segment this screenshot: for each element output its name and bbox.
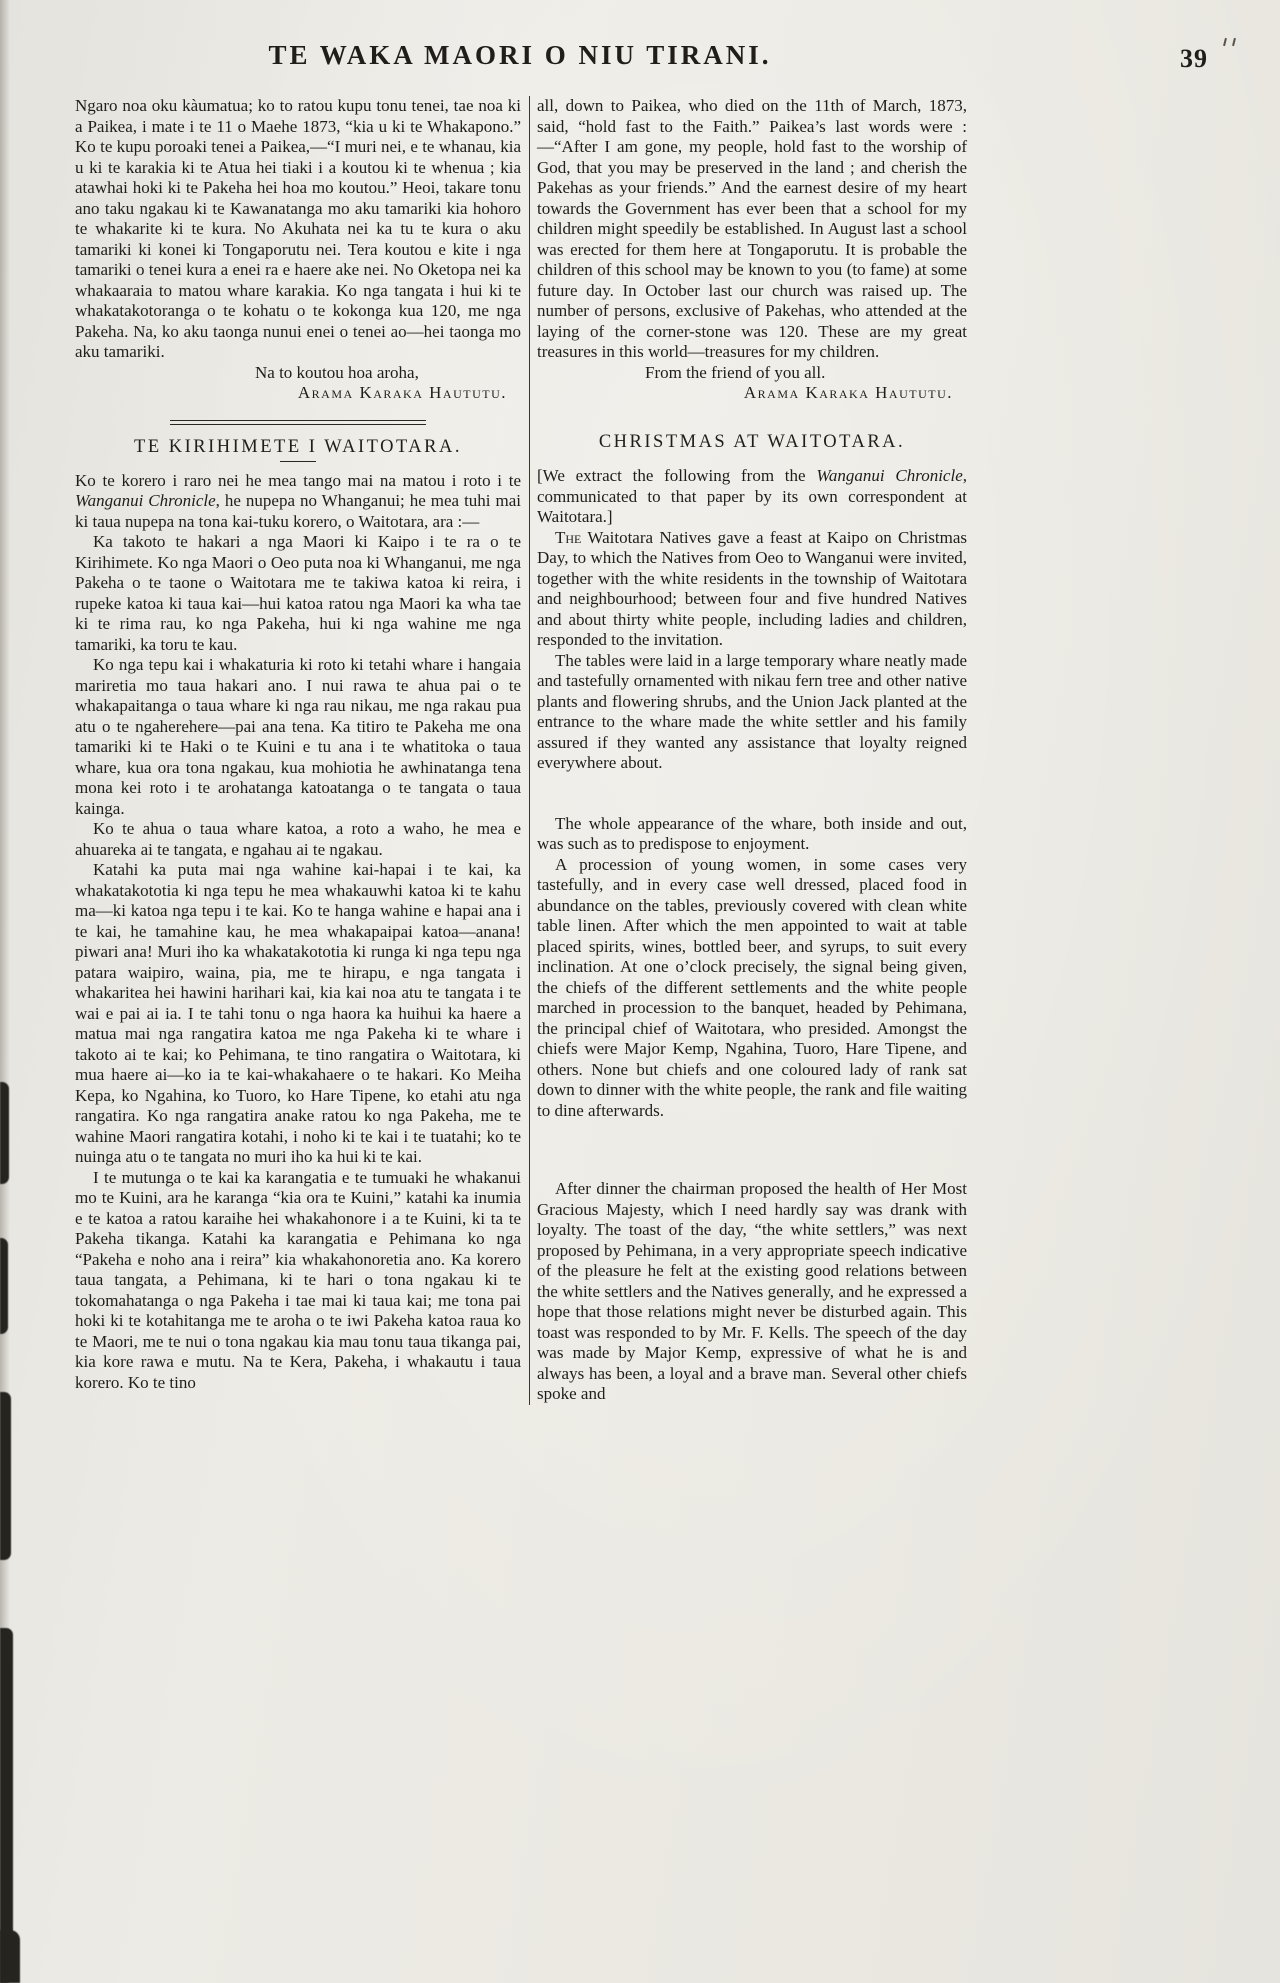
letter-signature: Arama Karaka Haututu. <box>297 383 507 402</box>
paragraph: After dinner the chairman proposed the health of Her Most Gracious Majesty, which I need hardly say was drank with loyalty. The toast of the day, “the white settlers,” was next proposed by Pehimana, in a very appropriate speech indicative of the pleasure he felt at the existing good relations between the white settlers and the Natives generally, and he expressed a hope that those relations might never be disturbed again. This toast was responded to by Mr. F. Kells. The speech of the day was made by Major Kemp, expressive of what he is and always has been, a loyal and a brave man. Several other chiefs spoke and <box>537 1179 967 1403</box>
paragraph: Ko nga tepu kai i whakaturia ki roto ki tetahi whare i hangaia mariretia mo taua hakari ano. I nui rawa te ahua pai o te whakapaitanga o taua whare ki nga rau nikau, me nga rakau pua atu o te ngaherehere—pai ana tena. Ka titiro te Pakeha me ona tamariki ki te Haki o te Kuini e tu ana i te whatitoka o taua whare, kua ora tona ngakau, kua mohiotia he awhinatanga tena mona kei roto i te arohatanga katoatanga o te tangata o taua kainga. <box>75 655 521 818</box>
scan-artifact <box>0 1082 9 1184</box>
scan-artifact <box>0 1930 20 1983</box>
article-heading-english: CHRISTMAS AT WAITOTARA. <box>598 431 906 452</box>
paragraph: The whole appearance of the whare, both inside and out, was such as to predispose to enjoyment. <box>537 813 967 853</box>
paragraph: I te mutunga o te kai ka karangatia e te tumuaki he whakanui mo te Kuini, ara he karanga “kia ora te Kuini,” katahi ka inumia e te katoa a ratou karaihe hei whakahonore i a te Kuini, ki ta te Pakeha tikanga. Katahi ka karangatia e Pehimana ko nga “Pakeha e noho ana i reira” kia whakahonoretia ano. Ka korero taua tangata, a Pehimana, ki te hari o tona ngakau ki te tokomahatanga o nga Pakeha i tae mai ki taua kai; me tona pai hoki ki te kotahitanga me te aroha o te iwi Pakeha katoa raua ko te Maori, me te nui o tona ngakau kia mau tonu taua tikanga pai, kia kore rawa e mutu. Na te Kera, Pakeha, i whakautu i taua korero. Ko te tino <box>75 1167 521 1392</box>
page-number: 39 <box>1180 44 1208 73</box>
intro-text-post: , he nupepa no Whanganui; he mea tuhi mai ki taua nupepa na tona kai-tuku korero, o Waitotara, ara :— <box>75 491 521 531</box>
paragraph: A procession of young women, in some cases very tastefully, and in every case well dressed, placed food in abundance on the tables, previously covered with clean white table linen. After which the men appointed to wait at table placed spirits, wines, bottled beer, and syrups, to suit every inclination. At one o’clock precisely, the signal being given, the chiefs of the different settlements and the white people marched in procession to the banquet, headed by Pehimana, the principal chief of Waitotara, who presided. Amongst the chiefs were Major Kemp, Ngahina, Tuoro, Hare Tipene, and others. None but chiefs and one coloured lady of rank sat down to dinner with the white people, the rank and file waiting to dine afterwards. <box>537 854 967 1120</box>
scan-artifact <box>0 1238 8 1334</box>
masthead <box>75 40 965 71</box>
scan-speck <box>1232 38 1236 46</box>
newspaper-name-italic: Wanganui Chronicle <box>75 491 216 510</box>
heading-rule <box>280 461 316 462</box>
lead-text: Waitotara Natives gave a feast at Kaipo on Christmas Day, to which the Natives from Oeo to Wanganui were invited, together with the white residents in the township of Waitotara and neighbourhood; between four and five hundred Natives and about thirty white people, including ladies and children, responded to the invitation. <box>537 527 967 649</box>
scan-speck <box>1223 38 1227 46</box>
lead-smallcaps: The <box>555 527 582 547</box>
letter-continuation-paragraph: Ngaro noa oku kàumatua; ko to ratou kupu tonu tenei, tae noa ki a Paikea, i mate i te 11 o Maehe 1873, “kia u ki te Whakapono.” Ko te kupu poroaki tenei a Paikea,—“I muri nei, e te whanau, kia u ki te karakia ki te Atua hei tiaki i a koutou ki te whenua ; kia atawhai hoki ki te Pakeha hei hoa mo koutou.” Heoi, takare tonu ano taku ngakau ki te Kawanatanga mo aku tamariki kia hohoro te whakarite ki te kura. No Akuhata nei ka tu te kura o aku tamariki ki konei ki Tongaporutu nei. Tera koutou e kite i nga tamariki o tenei kura a enei ra e haere ake nei. No Oketopa nei ka whakaaraia to matou whare karakia. Ko nga tangata i hui ki te whakatakotoranga o te kohatu o te kokonga kua 120, me nga Pakeha. Na, ko aku taonga nunui enei o tenei ao—hei taonga mo aku tamariki. <box>75 96 521 361</box>
scan-artifact <box>0 1392 11 1560</box>
letter-closing: From the friend of you all. <box>645 362 826 382</box>
paragraph: The tables were laid in a large temporary whare neatly made and tastefully ornamented with nikau fern tree and other native plants and flowering shrubs, and the Union Jack planted at the entrance to the whare made the white settler and his family assured if they wanted any assistance that loyalty reigned everywhere about. <box>537 650 967 772</box>
intro-paragraph <box>75 471 521 533</box>
text-columns <box>75 96 967 1405</box>
letter-signature: Arama Karaka Haututu. <box>743 383 953 402</box>
letter-closing: Na to koutou hoa aroha, <box>255 362 419 382</box>
intro-paragraph <box>537 466 967 528</box>
intro-text-pre: Ko te korero i raro nei he mea tango mai na matou i roto i te <box>75 470 521 490</box>
intro-text-pre: [We extract the following from the <box>537 466 817 485</box>
publication-title: TE WAKA MAORI O NIU TIRANI. <box>268 40 772 70</box>
article-heading-maori: TE KIRIHIMETE I WAITOTARA. <box>134 437 462 457</box>
paragraph: Katahi ka puta mai nga wahine kai-hapai i te kai, ka whakatakototia ki nga tepu he mea whakauwhi katoa ki te kahu ma—ki katoa nga tepu i te kai. Ko te hanga wahine e hapai ana i te kai, he tamahine kau, he mea whakapaipai katoa—anana! piwari ana! Muri iho ka whakatakototia ki runga ki nga tepu nga patara waipiro, waina, pia, me te hirapu, e nga tangata i whakaritea hei hawini harihari kai, kia kai noa atu te tangata i te wai e pai ai ia. I te tahi tonu o nga haora ka huihui ka haere a matua mai nga rangatira katoa me nga Pakeha ki te whare i takoto ai te kai; ko Pehimana, te tino rangatira o Waitotara, ki mua haere ai—ko ia te kai-whakahaere o te hakari. Ko Meiha Kepa, ko Ngahina, ko Tuoro, ko Hare Tipene, ko etahi atu nga rangatira. Ko nga rangatira anake ratou ko nga Pakeha, me te wahine Maori rangatira kotahi, i noho ki te kai i te tuatahi; ko te nuinga atu o te tangata no muri iho ka hui ki te kai. <box>75 860 521 1166</box>
paragraph: Ko te ahua o taua whare katoa, a roto a waho, he mea e ahuareka ai te tangata, e ngahau ai te ngakau. <box>75 819 521 859</box>
newspaper-name-italic: Wanganui Chronicle <box>816 466 963 485</box>
intro-text-post: , communicated to that paper by its own correspondent at Waitotara.] <box>537 466 967 526</box>
paragraph: Ka takoto te hakari a nga Maori ki Kaipo i te ra o te Kirihimete. Ko nga Maori o Oeo puta noa ki Whanganui, me nga Pakeha o te taone o Waitotara me te takiwa katoa ki reira, i rupeke katoa ki taua kai—hui katoa ratou nga Maori ka wha tae ki te rima rau, ko nga Pakeha, hui ki nga wahine me nga tamariki, ka toru te kau. <box>75 532 521 654</box>
maori-column <box>75 96 521 1405</box>
lead-paragraph <box>537 528 967 651</box>
english-column <box>537 96 967 1405</box>
section-divider-rule <box>170 420 426 426</box>
column-divider-rule <box>529 96 530 1405</box>
letter-continuation-paragraph: all, down to Paikea, who died on the 11th of March, 1873, said, “hold fast to the Faith.” Paikea’s last words were :—“After I am gone, my people, hold fast to the worship of God, that you may be preserved in the land ; and cherish the Pakehas as your friends.” And the earnest desire of my heart towards the Government has ever been that a school for my children might speedily be established. In August last a school was erected for them here at Tongaporutu. It is probable the children of this school may be known to you (to fame) at some future day. In October last our church was raised up. The number of persons, exclusive of Pakehas, who attended at the laying of the corner-stone was 120. These are my great treasures in this world—treasures for my children. <box>537 96 967 361</box>
